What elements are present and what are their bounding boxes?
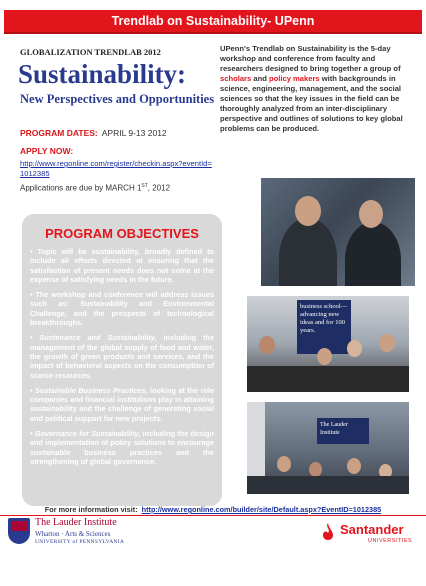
- intro-text-1: UPenn's Trendlab on Sustainability is the 5-day workshop and conference from faculty and researchers designed to bring together a group of: [220, 44, 401, 73]
- panel-table: [247, 366, 409, 392]
- audience-row: [247, 476, 409, 494]
- objective-text: including the design and implementation of policy solutions to encourage sustainable business practices and the strengthening of global governance.: [30, 429, 214, 466]
- objective-text: looking at the role companies and financial institutions play in attaining sustainability and the challenge of generating social and political support for new projects.: [30, 385, 214, 423]
- apply-link[interactable]: http://www.regonline.com/register/checkin.aspx?eventId=1012385: [20, 159, 212, 178]
- person-head: [295, 196, 321, 226]
- footer-divider: [0, 515, 426, 516]
- santander-flame-icon: [320, 523, 336, 541]
- person-head: [309, 462, 322, 477]
- person-head: [379, 334, 395, 352]
- santander-logo: [320, 521, 420, 553]
- objectives-panel: [22, 214, 222, 506]
- lauder-sign: The Lauder Institute: [317, 418, 369, 444]
- objective-text: including the management of the global supply of food and water, the growth of green products and services, and the impact of behavioral aspects on the consumption of scarce resources.: [30, 333, 215, 380]
- objectives-heading: PROGRAM OBJECTIVES: [45, 226, 199, 241]
- person-head: [277, 456, 291, 472]
- objective-text: • The workshop and conference will address issues such as: Sustainability and Environmental Challenge, and the prospects of technological breakthroughs.: [30, 290, 214, 328]
- objective-lead: • Governance for Sustainability,: [30, 429, 141, 439]
- lauder-name: The Lauder Institute: [35, 517, 117, 528]
- photo-conversation: [261, 178, 415, 286]
- due-date: [20, 183, 170, 193]
- intro-paragraph: [220, 44, 408, 134]
- intro-highlight-policy: policy makers: [268, 74, 320, 83]
- dates-label: PROGRAM DATES:: [20, 128, 98, 138]
- objective-item: [30, 386, 214, 423]
- due-sup: ST: [141, 183, 148, 189]
- objective-lead: • Sustenance and Sustainability,: [30, 333, 157, 343]
- photo-panel: [247, 296, 409, 392]
- lauder-subtitle: Wharton · Arts & Sciences: [35, 530, 111, 538]
- more-info-link[interactable]: http://www.regonline.com/builder/site/Default.aspx?EventID=1012385: [141, 505, 382, 514]
- person-head: [317, 348, 332, 365]
- due-year: , 2012: [147, 183, 171, 193]
- objective-item: [30, 333, 214, 379]
- person-silhouette: [345, 222, 401, 286]
- due-text: Applications are due by MARCH 1: [20, 183, 142, 193]
- apply-now-label: APPLY NOW:: [20, 146, 74, 156]
- objective-item: [30, 290, 214, 327]
- program-dates: [20, 128, 167, 138]
- dates-value: APRIL 9-13 2012: [101, 128, 167, 138]
- person-head: [359, 200, 383, 228]
- banner-title: Trendlab on Sustainability- UPenn: [111, 14, 315, 28]
- lauder-university: UNIVERSITY of PENNSYLVANIA: [35, 539, 125, 545]
- photo-audience: [247, 402, 409, 494]
- person-head: [347, 458, 361, 474]
- objective-item: [30, 429, 214, 466]
- santander-name: Santander: [340, 522, 404, 537]
- more-info: [0, 505, 426, 514]
- page-subtitle: New Perspectives and Opportunities: [20, 92, 215, 106]
- banner-sign: business school— advancing new ideas and for 100 years.: [297, 300, 351, 354]
- penn-shield-icon: [8, 518, 30, 544]
- lauder-logo: [8, 517, 128, 553]
- more-info-label: For more information visit:: [44, 505, 138, 514]
- intro-text-2: and: [251, 74, 269, 83]
- objective-text: • Topic will be sustainability, broadly defined to include all efforts directed at ensuring that the satisfaction of present needs does not come at the expense of satisfying needs in the future.: [30, 247, 214, 284]
- person-head: [347, 340, 362, 357]
- objective-item: [30, 247, 214, 284]
- intro-highlight-scholars: scholars: [220, 74, 252, 83]
- page-title: Sustainability:: [18, 59, 187, 89]
- objective-lead: • Sustainable Business Practices,: [30, 385, 148, 395]
- intro-text-3: with backgrounds in science, engineering, management, and the social sciences so that the key issues in the field can be thoroughly analyzed from an inter-disciplinary perspective and outlines of solutions to key global problems can be produced.: [220, 74, 403, 133]
- person-silhouette: [279, 218, 337, 286]
- santander-subtitle: UNIVERSITIES: [368, 538, 413, 544]
- person-head: [259, 336, 275, 354]
- kicker-label: GLOBALIZATION TRENDLAB 2012: [20, 47, 161, 57]
- page-banner: [4, 10, 422, 34]
